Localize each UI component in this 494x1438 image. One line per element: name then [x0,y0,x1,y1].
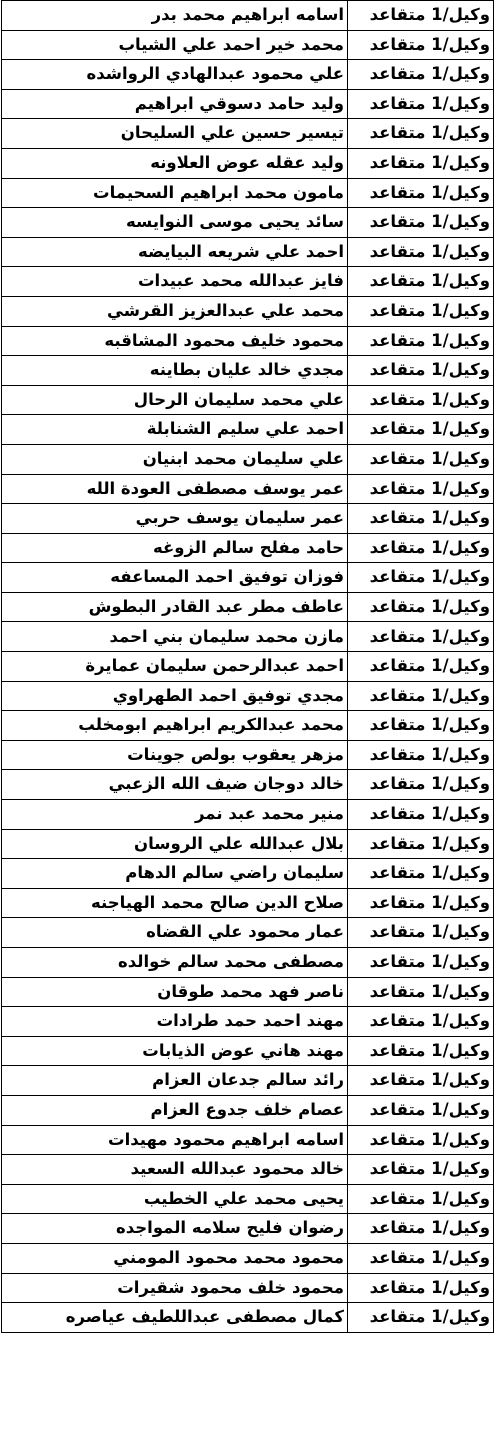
name-cell: سائد يحيى موسى النوايسه [2,208,348,238]
table-row [2,385,494,415]
table-row [2,444,494,474]
rank-cell: وكيل/1 متقاعد [348,415,494,445]
rank-cell: وكيل/1 متقاعد [348,533,494,563]
table-row [2,652,494,682]
rank-cell: وكيل/1 متقاعد [348,977,494,1007]
rank-cell: وكيل/1 متقاعد [348,800,494,830]
table-row [2,1,494,31]
rank-cell: وكيل/1 متقاعد [348,148,494,178]
table-row [2,267,494,297]
name-cell: محمد علي عبدالعزيز القرشي [2,296,348,326]
rank-cell: وكيل/1 متقاعد [348,1214,494,1244]
table-row [2,1125,494,1155]
table-row [2,1214,494,1244]
name-cell: عصام خلف جدوع العزام [2,1095,348,1125]
name-cell: محمد عبدالكريم ابراهيم ابومخلب [2,711,348,741]
rank-cell: وكيل/1 متقاعد [348,208,494,238]
rank-cell: وكيل/1 متقاعد [348,859,494,889]
rank-cell: وكيل/1 متقاعد [348,1243,494,1273]
rank-cell: وكيل/1 متقاعد [348,622,494,652]
rank-cell: وكيل/1 متقاعد [348,1036,494,1066]
table-row [2,1184,494,1214]
table-row [2,592,494,622]
table-row [2,119,494,149]
table-row [2,977,494,1007]
name-cell: تيسير حسين علي السليحان [2,119,348,149]
table-row [2,711,494,741]
table-row [2,1273,494,1303]
rank-cell: وكيل/1 متقاعد [348,237,494,267]
rank-cell: وكيل/1 متقاعد [348,119,494,149]
name-cell: مازن محمد سليمان بني احمد [2,622,348,652]
table-row [2,326,494,356]
table-row [2,1303,494,1333]
rank-cell: وكيل/1 متقاعد [348,267,494,297]
rank-cell: وكيل/1 متقاعد [348,30,494,60]
name-cell: مجدي توفيق احمد الطهراوي [2,681,348,711]
name-cell: مجدي خالد عليان بطاينه [2,356,348,386]
name-cell: مزهر يعقوب بولص جوينات [2,740,348,770]
rank-cell: وكيل/1 متقاعد [348,1303,494,1333]
table-row [2,918,494,948]
table-row [2,296,494,326]
table-row [2,622,494,652]
name-cell: رضوان فليح سلامه المواجده [2,1214,348,1244]
rank-cell: وكيل/1 متقاعد [348,1155,494,1185]
name-cell: حامد مفلح سالم الزوغه [2,533,348,563]
name-cell: كمال مصطفى عبداللطيف عياصره [2,1303,348,1333]
name-cell: اسامه ابراهيم محمد بدر [2,1,348,31]
name-cell: اسامه ابراهيم محمود مهيدات [2,1125,348,1155]
name-cell: احمد علي سليم الشنابلة [2,415,348,445]
table-row [2,60,494,90]
table-row [2,740,494,770]
table-row [2,681,494,711]
rank-cell: وكيل/1 متقاعد [348,829,494,859]
name-cell: محمود خليف محمود المشاقبه [2,326,348,356]
table-row [2,800,494,830]
name-cell: يحيى محمد علي الخطيب [2,1184,348,1214]
rank-cell: وكيل/1 متقاعد [348,1007,494,1037]
rank-cell: وكيل/1 متقاعد [348,504,494,534]
personnel-table-body [2,1,494,1333]
rank-cell: وكيل/1 متقاعد [348,60,494,90]
name-cell: بلال عبدالله علي الروسان [2,829,348,859]
table-row [2,89,494,119]
rank-cell: وكيل/1 متقاعد [348,888,494,918]
rank-cell: وكيل/1 متقاعد [348,1273,494,1303]
rank-cell: وكيل/1 متقاعد [348,356,494,386]
rank-cell: وكيل/1 متقاعد [348,740,494,770]
rank-cell: وكيل/1 متقاعد [348,89,494,119]
rank-cell: وكيل/1 متقاعد [348,592,494,622]
name-cell: ناصر فهد محمد طوقان [2,977,348,1007]
rank-cell: وكيل/1 متقاعد [348,770,494,800]
name-cell: مصطفى محمد سالم خوالده [2,948,348,978]
rank-cell: وكيل/1 متقاعد [348,1184,494,1214]
table-row [2,1243,494,1273]
table-row [2,356,494,386]
table-row [2,178,494,208]
table-row [2,533,494,563]
rank-cell: وكيل/1 متقاعد [348,444,494,474]
table-row [2,829,494,859]
name-cell: محمود محمد محمود المومني [2,1243,348,1273]
table-row [2,770,494,800]
name-cell: علي محمد سليمان الرحال [2,385,348,415]
rank-cell: وكيل/1 متقاعد [348,385,494,415]
name-cell: مامون محمد ابراهيم السحيمات [2,178,348,208]
table-row [2,474,494,504]
table-row [2,948,494,978]
name-cell: عمر سليمان يوسف حربي [2,504,348,534]
table-row [2,1036,494,1066]
rank-cell: وكيل/1 متقاعد [348,474,494,504]
table-row [2,563,494,593]
personnel-table [1,0,494,1333]
rank-cell: وكيل/1 متقاعد [348,1125,494,1155]
table-row [2,859,494,889]
table-row [2,888,494,918]
name-cell: محمد خير احمد علي الشياب [2,30,348,60]
name-cell: احمد عبدالرحمن سليمان عمايرة [2,652,348,682]
table-row [2,208,494,238]
name-cell: فايز عبدالله محمد عبيدات [2,267,348,297]
rank-cell: وكيل/1 متقاعد [348,948,494,978]
name-cell: خالد محمود عبدالله السعيد [2,1155,348,1185]
name-cell: مهند احمد حمد طرادات [2,1007,348,1037]
name-cell: عمار محمود علي القضاه [2,918,348,948]
rank-cell: وكيل/1 متقاعد [348,918,494,948]
name-cell: سليمان راضي سالم الدهام [2,859,348,889]
rank-cell: وكيل/1 متقاعد [348,178,494,208]
rank-cell: وكيل/1 متقاعد [348,652,494,682]
name-cell: صلاح الدين صالح محمد الهياجنه [2,888,348,918]
table-row [2,1155,494,1185]
name-cell: علي سليمان محمد ابنيان [2,444,348,474]
name-cell: محمود خلف محمود شقيرات [2,1273,348,1303]
rank-cell: وكيل/1 متقاعد [348,1066,494,1096]
name-cell: رائد سالم جدعان العزام [2,1066,348,1096]
rank-cell: وكيل/1 متقاعد [348,326,494,356]
rank-cell: وكيل/1 متقاعد [348,1,494,31]
rank-cell: وكيل/1 متقاعد [348,681,494,711]
name-cell: مهند هاني عوض الذيابات [2,1036,348,1066]
table-row [2,237,494,267]
name-cell: خالد دوجان ضيف الله الزعبي [2,770,348,800]
name-cell: علي محمود عبدالهادي الرواشده [2,60,348,90]
rank-cell: وكيل/1 متقاعد [348,296,494,326]
name-cell: وليد عقله عوض العلاونه [2,148,348,178]
rank-cell: وكيل/1 متقاعد [348,1095,494,1125]
name-cell: منير محمد عبد نمر [2,800,348,830]
table-row [2,504,494,534]
table-row [2,148,494,178]
rank-cell: وكيل/1 متقاعد [348,711,494,741]
table-row [2,1007,494,1037]
name-cell: عمر يوسف مصطفى العودة الله [2,474,348,504]
rank-cell: وكيل/1 متقاعد [348,563,494,593]
table-row [2,415,494,445]
name-cell: عاطف مطر عبد القادر البطوش [2,592,348,622]
table-row [2,1095,494,1125]
name-cell: فوزان توفيق احمد المساعفه [2,563,348,593]
name-cell: احمد علي شريعه البيايضه [2,237,348,267]
table-row [2,30,494,60]
table-row [2,1066,494,1096]
name-cell: وليد حامد دسوقي ابراهيم [2,89,348,119]
